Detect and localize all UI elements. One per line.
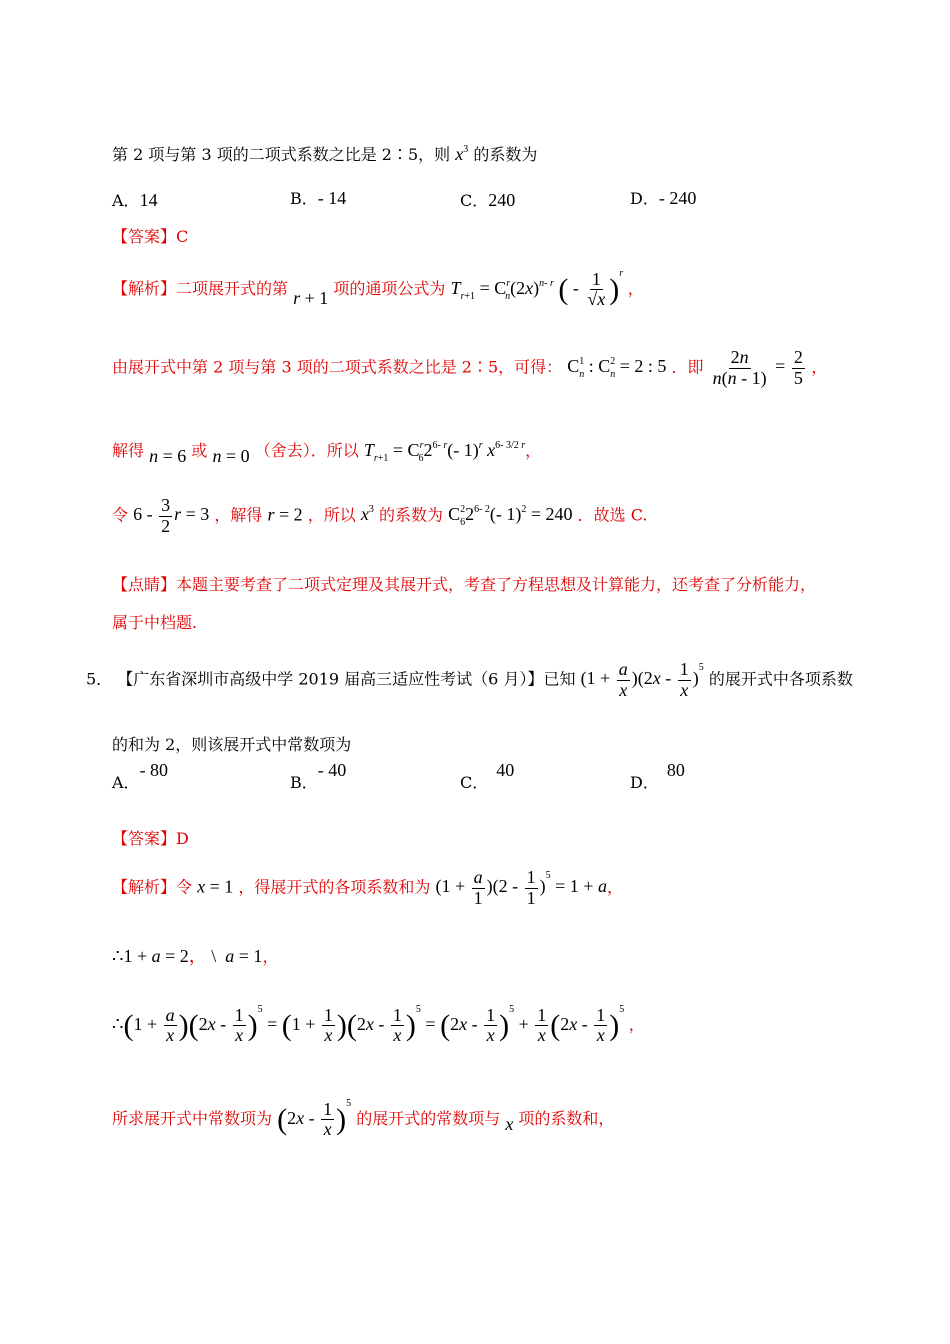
q4-math-n0: n = 0 — [212, 446, 250, 466]
q4-analysis-text-1: 二项展开式的第 — [176, 279, 289, 298]
q5-option-d — [630, 760, 685, 793]
q5-stem-line-2 — [112, 732, 351, 755]
q4-ratio-equation: $\frac{2n}{n(n - 1)}$ = $\frac{2}{5}$ — [712, 347, 803, 388]
q4-analysis-math-r1: r + 1 — [293, 288, 329, 308]
q4-math-x3: $x^3$ — [360, 504, 374, 525]
q4-analysis-line-2: 由展开式中第 2 项与第 3 项的二项式系数之比是 2∶5，可得： $C^1_n$ : $C^2_n = 2$ : 5 ．即 $\frac{2n}{n(n - 1)}$ = $\frac{2}{5}$ ， — [112, 347, 828, 388]
q4-analysis-text-2b: 即 — [687, 357, 704, 377]
q4-option-d-letter: D． — [630, 189, 659, 208]
q5-analysis-tag: 【解析】 — [112, 877, 177, 897]
q4-analysis-text-3c: （舍去）．所以 — [254, 441, 359, 460]
q4-analysis-text-4c: ，所以 — [307, 505, 356, 525]
q4-option-b — [290, 186, 346, 209]
q4-general-term-formula: $T_{r+1} = C^r_n(2x)^{n- r}$ ( - $\frac{1}{√x}$ )$^r$ — [450, 268, 624, 310]
q4-comment-line-2 — [112, 610, 197, 633]
q4-option-c-letter: C． — [460, 191, 489, 210]
q4-analysis-text-3a: 解得 — [112, 441, 145, 460]
q4-analysis-line-4 — [112, 496, 648, 537]
q5-option-a-letter: A． — [112, 773, 140, 792]
q4-math-r2: r = 2 — [267, 504, 303, 525]
q5-math-x1: x = 1 — [197, 876, 234, 897]
q4-option-a-value: 14 — [139, 190, 158, 210]
q4-stem-text-a: 第 2 项与第 3 项的二项式系数之比是 2∶5，则 — [112, 145, 451, 164]
q5-stem-text-c: 的和为 2，则该展开式中常数项为 — [112, 735, 352, 754]
q4-option-a-letter: A． — [112, 191, 140, 210]
q5-option-b — [290, 760, 347, 793]
q4-option-c — [460, 188, 515, 211]
q4-option-a — [112, 188, 158, 211]
q4-comment-text-1: 本题主要考查了二项式定理及其展开式，考查了方程思想及计算能力，还考查了分析能力， — [176, 575, 817, 594]
q4-answer-value: C — [176, 227, 189, 246]
q5-analysis-text-5a: 所求展开式中常数项为 — [112, 1109, 273, 1128]
q5-analysis-text-1a: 令 — [176, 877, 193, 897]
q4-analysis-text-4e: ．故选 C. — [577, 505, 648, 525]
q5-stem-math: (1 + $\frac{a}{x}$ )(2x - $\frac{1}{x}$ )$^5$ — [580, 659, 704, 700]
q5-option-d-value: 80 — [666, 760, 685, 780]
q5-option-c — [460, 760, 515, 793]
q5-analysis-line-4 — [112, 1098, 614, 1140]
q5-analysis-text-5b: 的展开式的常数项与 — [356, 1109, 501, 1128]
q4-analysis-text-2: 由展开式中第 2 项与第 3 项的二项式系数之比是 2∶5，可得： — [112, 357, 563, 377]
q5-math-expansion: ∴(1 + $\frac{a}{x}$ )(2x - $\frac{1}{x}$ )$^5$ = (1 + $\frac{1}{x}$ )(2x - $\frac{1}{x}$ )$^5$ = (2x - $\frac{1}{x}$ )$^5$ + $\frac{1}{x}$ (2x - $\frac{1}{x}$ )$^5$ — [112, 1004, 625, 1046]
q5-analysis-text-1b: ，得展开式的各项系数和为 — [238, 877, 431, 897]
q4-math-term: $T_{r+1} = C^r_62^{6- r}(-$ 1)$^r$ $x^{6- 3/2 r}$ — [363, 440, 526, 464]
q5-option-b-value: - 40 — [317, 760, 347, 780]
q5-analysis-line-2: ∴1 + a = 2， \ a = 1， — [112, 946, 279, 966]
q5-option-d-letter: D． — [630, 773, 659, 792]
q5-stem — [86, 660, 853, 701]
q4-analysis-tag: 【解析】 — [112, 279, 177, 298]
q5-answer-tag: 【答案】 — [112, 829, 177, 848]
q5-math-x: x — [505, 1114, 514, 1134]
q4-option-c-value: 240 — [488, 190, 516, 210]
q4-comment-text-2: 属于中档题. — [112, 613, 198, 632]
q4-analysis-text-4a: 令 — [112, 505, 129, 525]
q5-option-c-letter: C． — [460, 773, 489, 792]
q4-analysis-text-1b: 项的通项公式为 — [333, 279, 446, 298]
q4-option-d-value: - 240 — [658, 188, 697, 208]
q5-math-a-eq: ∴1 + a = 2， \ a = 1 — [112, 946, 263, 966]
q4-stem — [112, 142, 537, 165]
q4-option-b-value: - 14 — [317, 188, 347, 208]
q5-number: 5． — [86, 669, 113, 689]
q5-answer — [112, 826, 189, 849]
q5-stem-text-b: 的展开式中各项系数 — [708, 669, 853, 689]
q4-math-n6: n = 6 — [149, 446, 187, 466]
q4-ratio-formula: $C^1_n$ : $C^2_n = 2$ : 5 — [567, 356, 667, 381]
q5-option-c-value: 40 — [496, 760, 515, 780]
q4-option-d — [630, 186, 696, 209]
q5-analysis-text-5c: 项的系数和， — [518, 1109, 615, 1128]
q4-math-exponent-eq: 6 - $\frac{3}{2}$ r = 3 — [133, 495, 210, 536]
q5-stem-text-a: 已知 — [543, 669, 576, 689]
q4-answer — [112, 224, 188, 247]
q4-analysis-line-3: 解得 n = 6 或 n = 0 （舍去）．所以 $T_{r+1} = C^r_62^{6- r}(-$ 1)$^r$ $x^{6- 3/2 r}$， — [112, 440, 542, 466]
q4-stem-text-b: 的系数为 — [473, 145, 538, 164]
q5-option-b-letter: B． — [290, 773, 318, 792]
q5-analysis-line-1: 【解析】令 x = 1 ，得展开式的各项系数和为 (1 + $\frac{a}{1}$ )(2 - $\frac{1}{1}$ )$^5$ = 1 + a， — [112, 867, 623, 908]
q4-answer-tag: 【答案】 — [112, 227, 177, 246]
q5-source: 【广东省深圳市高级中学 2019 届高三适应性考试（6 月）】 — [117, 669, 544, 689]
q5-option-a-value: - 80 — [139, 760, 169, 780]
q4-analysis-text-3b: 或 — [191, 441, 208, 460]
q5-math-coef-sum: (1 + $\frac{a}{1}$ )(2 - $\frac{1}{1}$ )$^5$ = 1 + a — [435, 867, 607, 908]
q5-option-a — [112, 760, 169, 793]
q4-comment-line-1 — [112, 572, 816, 595]
q4-analysis-text-4d: 的系数为 — [378, 505, 443, 525]
q4-analysis-text-4b: ，解得 — [214, 505, 263, 525]
q4-comment-tag: 【点睛】 — [112, 575, 177, 594]
q5-answer-value: D — [176, 829, 189, 848]
q4-math-result: $C^2_62^{6- 2}(-$ 1)$^2$ = 240 — [448, 504, 573, 529]
q5-math-binomial: (2x - $\frac{1}{x}$ )$^5$ — [277, 1098, 352, 1140]
q5-analysis-line-3: ∴(1 + $\frac{a}{x}$ )(2x - $\frac{1}{x}$ )$^5$ = (1 + $\frac{1}{x}$ )(2x - $\frac{1}{x}$ )$^5$ = (2x - $\frac{1}{x}$ )$^5$ + $\frac{1}{x}$ (2x - $\frac{1}{x}$ )$^5$ ， — [112, 1004, 645, 1046]
q4-analysis-line-1: 【解析】二项展开式的第 r + 1 项的通项公式为 $T_{r+1} = C^r_n(2x)^{n- r}$ ( - $\frac{1}{√x}$ )$^r$ ， — [112, 268, 644, 310]
q4-stem-math: $x^3$ — [455, 144, 469, 164]
q4-option-b-letter: B． — [290, 189, 318, 208]
